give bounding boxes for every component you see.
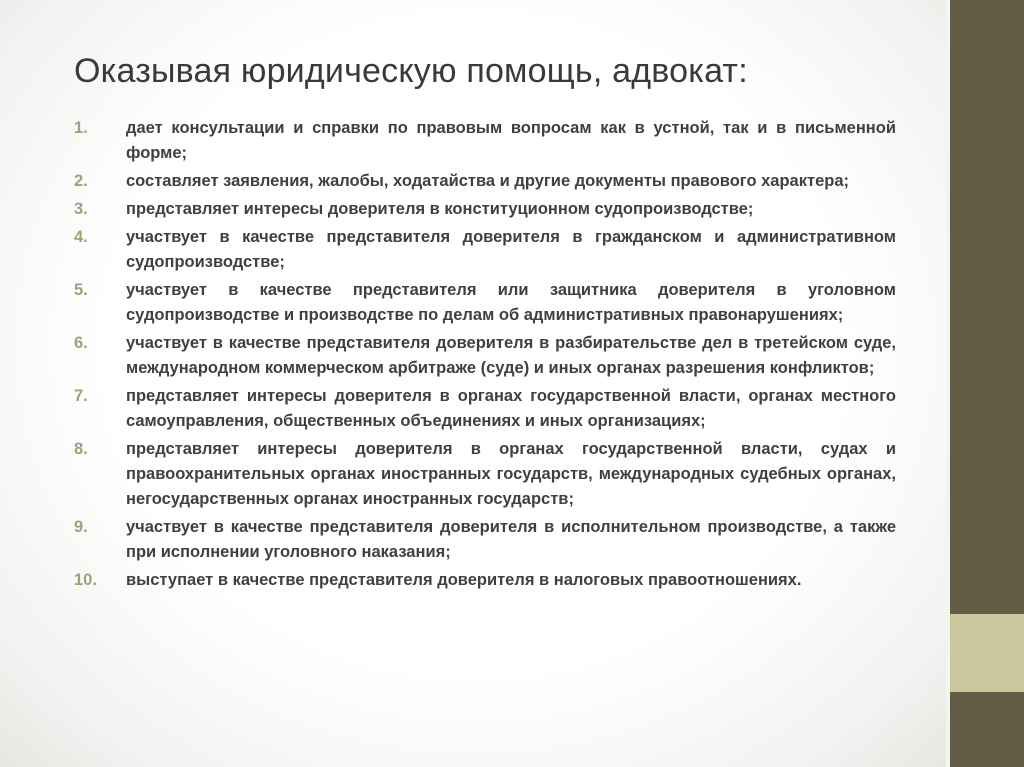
list-item xyxy=(74,331,896,381)
list-item-number: 7. xyxy=(74,387,88,405)
list-item-text: участвует в качестве представителя доверителя в разбирательстве дел в третейском суде, международном коммерческом арбитраже (суде) и иных органах разрешения конфликтов; xyxy=(126,334,896,377)
list-item-text: участвует в качестве представителя доверителя в исполнительном производстве, а также при исполнении уголовного наказания; xyxy=(126,518,896,561)
list-item-text: участвует в качестве представителя доверителя в гражданском и административном судопроизводстве; xyxy=(126,228,896,271)
slide-title: Оказывая юридическую помощь, адвокат: xyxy=(74,52,748,90)
list-item xyxy=(74,197,896,222)
list-item-number: 8. xyxy=(74,440,88,458)
list-item-text: дает консультации и справки по правовым вопросам как в устной, так и в письменной форме; xyxy=(126,119,896,162)
list-item-text: участвует в качестве представителя или защитника доверителя в уголовном судопроизводстве и производстве по делам об административных правонарушениях; xyxy=(126,281,896,324)
list-item-number: 5. xyxy=(74,281,88,299)
list-item-text: выступает в качестве представителя доверителя в налоговых правоотношениях. xyxy=(126,571,802,589)
list-item-number: 3. xyxy=(74,200,88,218)
sidebar-accent-block xyxy=(950,614,1024,692)
list-item xyxy=(74,384,896,434)
list-item xyxy=(74,515,896,565)
list-item xyxy=(74,437,896,512)
list-item-number: 10. xyxy=(74,571,97,589)
list-item-number: 1. xyxy=(74,119,88,137)
list-item xyxy=(74,225,896,275)
list-item-number: 2. xyxy=(74,172,88,190)
list-item-number: 9. xyxy=(74,518,88,536)
list-item xyxy=(74,169,896,194)
list-item-text: представляет интересы доверителя в органах государственной власти, органах местного самоуправления, общественных объединениях и иных организациях; xyxy=(126,387,896,430)
numbered-list xyxy=(74,116,896,596)
list-item xyxy=(74,278,896,328)
list-item xyxy=(74,568,896,593)
list-item xyxy=(74,116,896,166)
list-item-number: 4. xyxy=(74,228,88,246)
list-item-text: представляет интересы доверителя в конституционном судопроизводстве; xyxy=(126,200,754,218)
list-item-text: составляет заявления, жалобы, ходатайства и другие документы правового характера; xyxy=(126,172,849,190)
list-item-text: представляет интересы доверителя в органах государственной власти, судах и правоохранительных органах иностранных государств, международных судебных органах, негосударственных органах иностранных государств; xyxy=(126,440,896,508)
list-item-number: 6. xyxy=(74,334,88,352)
